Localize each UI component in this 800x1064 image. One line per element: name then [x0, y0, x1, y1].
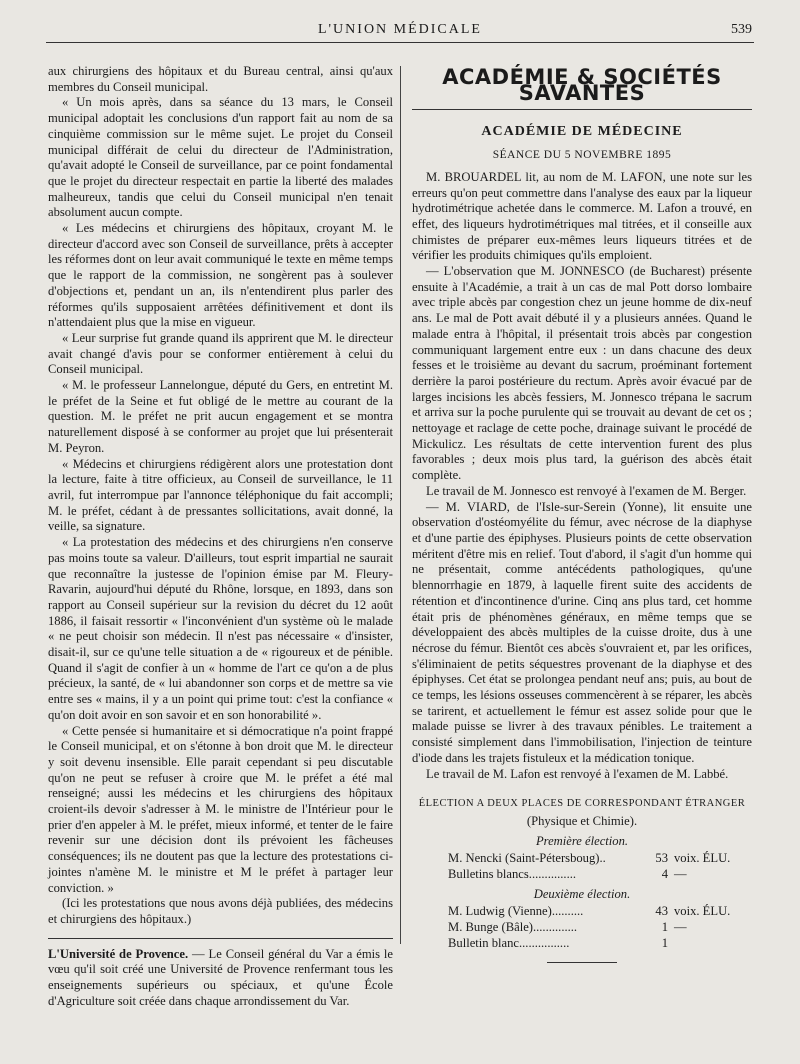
vote-count: 43 — [655, 904, 668, 919]
election-subheading: (Physique et Chimie). — [526, 813, 638, 828]
session-date: SÉANCE DU 5 NOVEMBRE 1895 — [492, 149, 672, 162]
paragraph: aux chirurgiens des hôpitaux et du Bureau central, ainsi qu'aux membres du Conseil municipal. — [48, 64, 393, 94]
paragraph: « Un mois après, dans sa séance du 13 mars, le Conseil municipal adoptait les conclusions d'un rapport fait au nom de sa cinquième commission sur le même sujet. Le projet du Conseil municipal différait de celui du directeur de l'Administration, qu'avait adopté le Conseil de surveillance, par ce point fondamental que le projet du directeur respectait en partie la liberté des malades malheureux, tandis que celui du Conseil municipal n'en tenait absolument aucun compte. — [48, 95, 393, 220]
vote-result: — — [674, 920, 687, 935]
paragraph: M. BROUARDEL lit, au nom de M. LAFON, une note sur les erreurs qu'on peut commettre dans l'analyse des eaux par la liqueur hydrotimétrique achetée dans le commerce. M. Lafon a trouvé, en effet, des liqueurs hydrotimétriques mal titrées, et il conseille aux chimistes de préparer eux-mêmes leurs liqueurs titrées et de vérifier les produits chimiques qu'ils emploient. — [412, 169, 752, 263]
paragraph: (Ici les protestations que nous avons déjà publiées, des médecins et chirurgiens des hôpitaux.) — [48, 896, 393, 926]
election-heading: ÉLECTION A DEUX PLACES DE CORRESPONDANT ÉTRANGER — [418, 798, 746, 810]
subsection-title: ACADÉMIE DE MÉDECINE — [481, 124, 683, 140]
vote-count: 4 — [661, 867, 668, 882]
column-divider — [400, 66, 401, 944]
vote-row — [412, 904, 752, 920]
paragraph: Le travail de M. Jonnesco est renvoyé à l'examen de M. Berger. — [426, 483, 747, 498]
vote-row — [412, 936, 752, 952]
vote-result: voix. ÉLU. — [674, 904, 731, 919]
end-rule — [547, 962, 617, 963]
vote-row — [412, 851, 752, 867]
university-heading: L'Université de Provence. — [48, 946, 189, 961]
section-separator — [48, 938, 393, 939]
paragraph: « Les médecins et chirurgiens des hôpitaux, croyant M. le directeur d'accord avec son Conseil de surveillance, prêts à accepter les réformes dont on leur avait communiqué le texte en même temps que le rapport de la commission, ne songèrent pas à soulever d'objections et, pendant un an, ils n'entendirent plus parler des réformes qu'ils supposaient arrêtées définitivement et dont ils n'attendaient plus que la mise en vigueur. — [48, 221, 393, 330]
vote-result: voix. ÉLU. — [674, 851, 731, 866]
candidate-name: M. Bunge (Bâle).............. — [448, 920, 578, 935]
candidate-name: Bulletin blanc................ — [448, 935, 570, 950]
vote-result: — — [674, 867, 687, 882]
first-election-label: Première élection. — [535, 833, 629, 848]
candidate-name: M. Ludwig (Vienne).......... — [448, 904, 584, 919]
paragraph: Le travail de M. Lafon est renvoyé à l'examen de M. Labbé. — [426, 766, 729, 781]
paragraph: « Leur surprise fut grande quand ils apprirent que M. le directeur avait changé d'avis pour se conformer entièrement à celui du Conseil municipal. — [48, 330, 393, 377]
candidate-name: Bulletins blancs............... — [448, 867, 577, 882]
university-paragraph — [48, 947, 393, 1010]
paragraph: — L'observation que M. JONNESCO (de Bucharest) présente ensuite à l'Académie, a trait à un cas de mal Pott dorso lombaire avec triple abcès par congestion chez un jeune homme de dix-neuf ans. Le mal de Pott avait débuté il y a plusieurs années. Quand le malade entra à l'hôpital, il présentait trois abcès par congestion communiquant largement entre eux : un dans chacune des deux fesses et le troisième au devant du sacrum, proéminant fortement derrière la paroi postérieure du rectum. Après avoir évacué par de larges incisions les abcès fessiers, M. Jonnesco trépana le sacrum et arriva sur la poche purulente qui se trouvait au devant de cet os ; nettoyage et raclage de cette poche, drainage suivant le procédé de Mickulicz. Les résultats de cette intervention furent des plus favorables ; deux mois plus tard, la guérison des abcès était complète. — [412, 264, 752, 483]
page-number: 539 — [731, 22, 752, 37]
right-column — [412, 64, 752, 963]
paragraph: — M. VIARD, de l'Isle-sur-Serein (Yonne), lit ensuite une observation d'ostéomyélite du fémur, avec nécrose de la diaphyse et d'une partie des épiphyses. Plusieurs points de cette observation méritent d'être mis en relief. Tout d'abord, il s'agit d'un homme qui ne présentait, comme antécédents pathologiques, qu'une blennorrhagie en 1879, à laquelle firent suite des accidents de rétention et d'incontinence d'urine. Cinq ans plus tard, cet homme était pris de phénomènes généraux, en même temps que se développaient des abcès multiples de la cuisse droite, dus à une nécrose du fémur. Bientôt ces abcès s'ouvraient et, par les orifices, s'éliminaient de petits séquestres provenant de la diaphyse et des épiphyses. Cet état se prolongea pendant neuf ans; puis, au bout de ce temps, les lésions osseuses commencèrent à se réparer, les abcès se tarirent, et actuellement le fémur est assez solide pour que le malade puisse se livrer à des travaux pénibles. Le traitement a consisté simplement dans l'immobilisation, l'injection de teinture d'iode dans les trajets fistuleux et la médication tonique. — [412, 499, 752, 765]
section-title: ACADÉMIE & SOCIÉTÉS SAVANTES — [412, 70, 752, 110]
candidate-name: M. Nencki (Saint-Pétersboug).. — [448, 851, 606, 866]
university-text: — Le Conseil général du Var a émis le vœu qu'il soit créé une Université de Provence renfermant tous les enseignements supérieurs ou spéciaux, et qu'une École d'Agriculture soit créée dans chaque arrondissement du Var. — [48, 946, 394, 1008]
left-column — [48, 64, 393, 1009]
paragraph: « La protestation des médecins et des chirurgiens n'en conserve pas moins toute sa valeur. D'ailleurs, tout esprit impartial ne saurait que reconnaître la justesse de l'opinion émise par M. Fleury-Ravarin, aujourd'hui député du Rhône, lorsque, en 1893, dans son rapport au Conseil supérieur sur la revision du décret du 12 août 1886, il faisait ressortir « l'inconvénient d'un système où le malade « ne peut choisir son médecin. Il n'est pas nécessaire « d'insister, disait-il, sur ce qu'une telle situation a de « rigoureux et de pénible. Quand il s'agit de confier à un « homme de l'art ce qu'on a de plus précieux, la santé, de « lui abandonner son corps et de mettre sa vie entre ses « mains, il y a un point qui prime tout: c'est la confiance « qu'on doit avoir en son savoir et en son honorabilité ». — [48, 535, 393, 722]
paragraph: « Cette pensée si humanitaire et si démocratique n'a point frappé le Conseil municipal, et on s'étonne à bon droit que M. le directeur y soit devenu insensible. Elle parait cependant si peu discutable qu'on ne peut se refuser à croire que M. le préfet a été mal renseigné; aussi les médecins et les chirurgiens des hôpitaux croient-ils devoir s'adresser à M. le ministre de l'Intérieur pour le prier d'en appeler à M. le préfet, mieux informé, et tenter de le faire revenir sur une décision dont ils prévoient les fâcheuses conséquences; ils ne doutent pas que la lecture des protestations ci-jointes n'amène M. le ministre et M le préfet à partager leur conviction. » — [48, 723, 393, 895]
second-election-label: Deuxième élection. — [533, 886, 631, 901]
paragraph: « M. le professeur Lannelongue, député du Gers, en entretint M. le préfet de la Seine et fut obligé de le mettre au courant de la question. M. le préfet ne prit aucun engagement et se montra naturellement disposé à se conformer au projet que lui présenterait M. Peyron. — [48, 378, 393, 455]
vote-row — [412, 920, 752, 936]
vote-count: 1 — [661, 920, 668, 935]
page-header — [46, 20, 754, 43]
vote-count: 1 — [661, 935, 668, 950]
vote-row — [412, 867, 752, 883]
paragraph: « Médecins et chirurgiens rédigèrent alors une protestation dont la lecture, faite à titre officieux, au Conseil de surveillance, le 11 avril, fut interrompue par l'annonce téléphonique du fait accompli; M. le préfet, cédant à de pressantes sollicitations, avait donné, la veille, sa signature. — [48, 456, 393, 534]
vote-count: 53 — [655, 851, 668, 866]
running-title: L'UNION MÉDICALE — [317, 22, 482, 37]
